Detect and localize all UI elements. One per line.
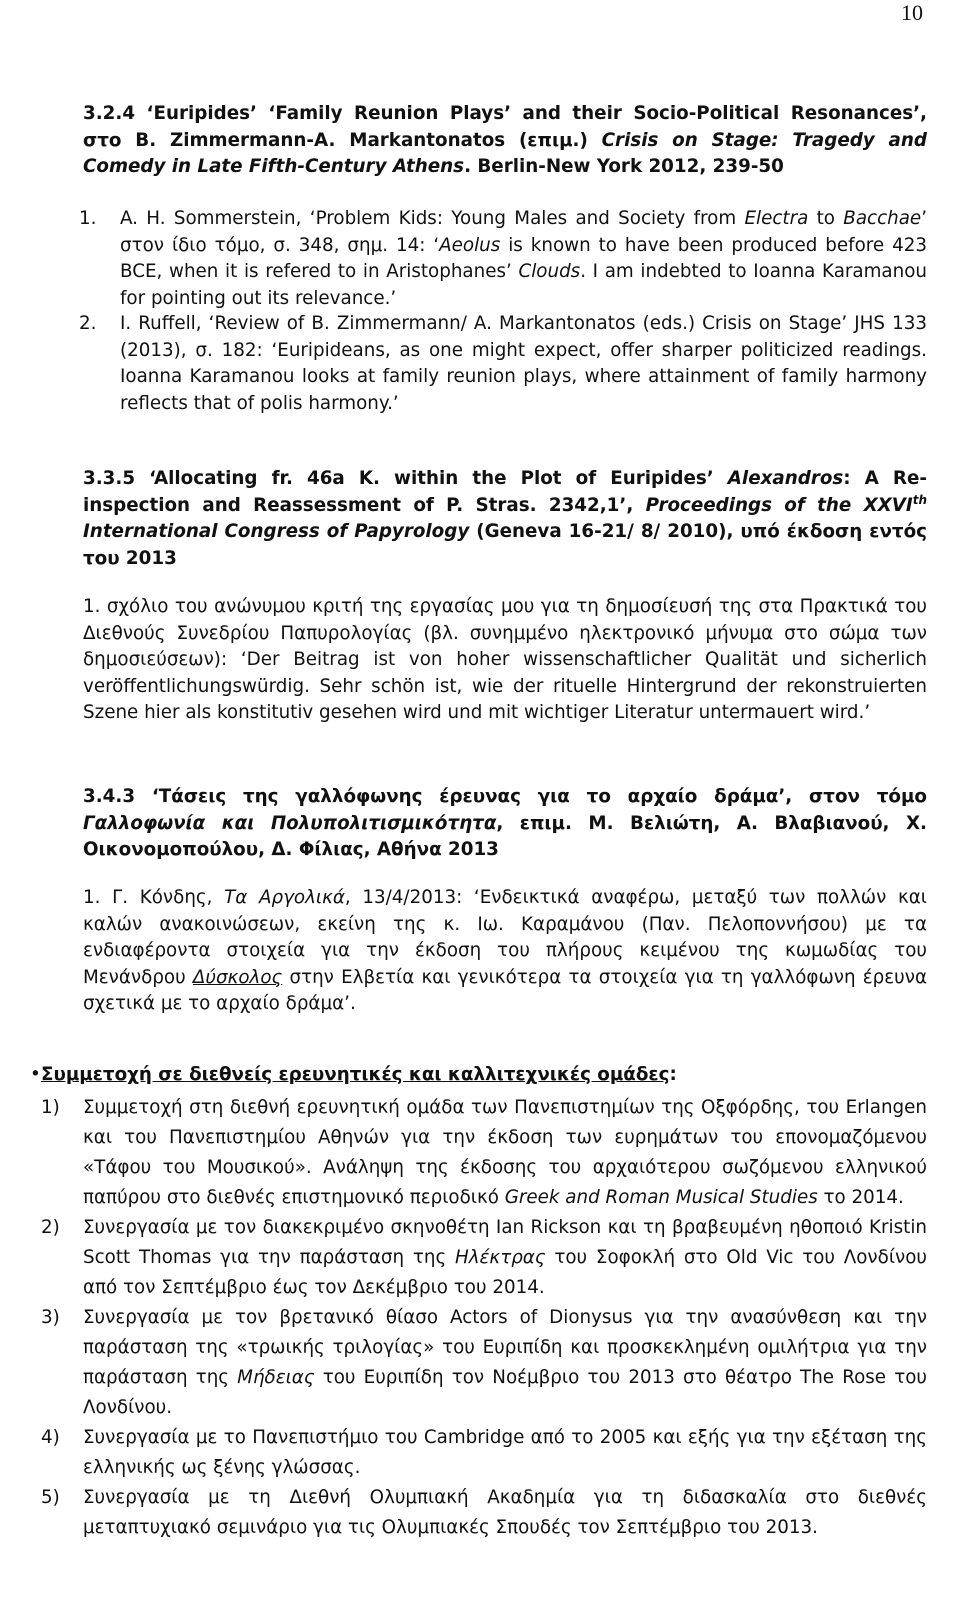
list-item: 3) Συνεργασία με τον βρετανικό θίασο Actors of Dionysus για την ανασύνθεση και την παράσταση της «τρωικής τριλογίας» του Ευριπίδη και προσκεκλημένη ομιλήτρια για την παράσταση της Μήδειας του Ευριπίδη τον Νοέμβριο του 2013 στο θέατρο The Rose του Λονδίνου. [41,1307,927,1418]
list-item: 4) Συνεργασία με το Πανεπιστήμιο του Cambridge από το 2005 και εξής για την εξέταση της ελληνικής ως ξένης γλώσσας. [41,1427,927,1478]
participation-list [41,1093,927,1543]
list-item: 1. Γ. Κόνδης, Τα Αργολικά, 13/4/2013: ‘Ενδεικτικά αναφέρω, μεταξύ των πολλών και καλών ανακοινώσεων, εκείνη της κ. Ιω. Καραμάνου (Παν. Πελοποννήσου) με τα ενδιαφέροντα στοιχεία για την έκδοση του πλήρους κειμένου της κωμωδίας του Μενάνδρου Δύσκολος στην Ελβετία και γενικότερα τα στοιχεία για τη γαλλόφωνη έρευνα σχετικά με το αρχαίο δράμα’. [83,887,928,1014]
list-item: 1. σχόλιο του ανώνυμου κριτή της εργασίας μου για τη δημοσίευσή της στα Πρακτικά του Διεθνούς Συνεδρίου Παπυρολογίας (βλ. συνημμένο ηλεκτρονικό μήνυμα στο σώμα των δημοσιεύσεων): ‘Der Beitrag ist von hoher wissenschaftlicher Qualität und sicherlich veröffentlichungswürdig. Sehr schön ist, wie der rituelle Hintergrund der rekonstruierten Szene hier als konstitutiv gesehen wird und mit wichtiger Literatur untermauert wird.’ [83,596,928,723]
list-item: 1) Συμμετοχή στη διεθνή ερευνητική ομάδα των Πανεπιστημίων της Οξφόρδης, του Erlangen και του Πανεπιστημίου Αθηνών για την έκδοση των ευρημάτων του επονομαζόμενου «Τάφου του Μουσικού». Ανάληψη της έκδοσης του αρχαιότερου σωζόμενου ελληνικού παπύρου στο διεθνές επιστημονικό περιοδικό Greek and Roman Musical Studies το 2014. [41,1097,927,1208]
citation-text: A. H. Sommerstein, ‘Problem Kids: Young Males and Society from Electra to Bacchae’ στον ίδιο τόμο, σ. 348, σημ. 14: ‘Aeolus is known to have been produced before 423 BCE, when it is refered to in Aristophanes’ Clouds. I am indebted to Ioanna Karamanou for pointing out its relevance.’ [120,208,927,309]
page-number: 10 [901,0,923,25]
list-item: 2) Συνεργασία με τον διακεκριμένο σκηνοθέτη Ian Rickson και τη βραβευμένη ηθοποιό Kristin Scott Thomas για την παράσταση της Ηλέκτρας του Σοφοκλή στο Old Vic του Λονδίνου από τον Σεπτέμβριο έως τον Δεκέμβριο του 2014. [41,1217,927,1298]
citation-text: I. Ruffell, ‘Review of B. Zimmermann/ A. Markantonatos (eds.) Crisis on Stage’ JHS 133 (2013), σ. 182: ‘Euripideans, as one might expect, offer sharper politicized readings. Ioanna Karamanou looks at family reunion plays, where attainment of family harmony reflects that of polis harmony.’ [120,313,927,414]
section-heading-3-2-4: 3.2.4 ‘Euripides’ ‘Family Reunion Plays’ and their Socio-Political Resonances’, στο B. Zimmermann-A. Markantonatos (επιμ.) Crisis on Stage: Tragedy and Comedy in Late Fifth-Century Athens. Berlin-New York 2012, 239-50 [83,103,927,177]
section-heading-3-4-3: 3.4.3 ‘Τάσεις της γαλλόφωνης έρευνας για το αρχαίο δράμα’, στον τόμο Γαλλοφωνία και Πολυπολιτισμικότητα, επιμ. Μ. Βελιώτη, Α. Βλαβιανού, Χ. Οικονομοπούλου, Δ. Φίλιας, Αθήνα 2013 [83,786,927,860]
participation-heading: Συμμετοχή σε διεθνείς ερευνητικές και καλλιτεχνικές ομάδες: [41,1064,677,1085]
bullet-icon: • [30,1064,41,1085]
list-item: 5) Συνεργασία με τη Διεθνή Ολυμπιακή Ακαδημία για τη διδασκαλία στο διεθνές μεταπτυχιακό σεμινάριο για τις Ολυμπιακές Σπουδές τον Σεπτέμβριο του 2013. [41,1487,927,1538]
section-heading-3-3-5: 3.3.5 ‘Allocating fr. 46a K. within the Plot of Euripides’ Alexandros: A Re-inspection and Reassessment of P. Stras. 2342,1’, Proceedings of the XXVIth International Congress of Papyrology (Geneva 16-21/ 8/ 2010), υπό έκδοση εντός του 2013 [83,468,927,569]
